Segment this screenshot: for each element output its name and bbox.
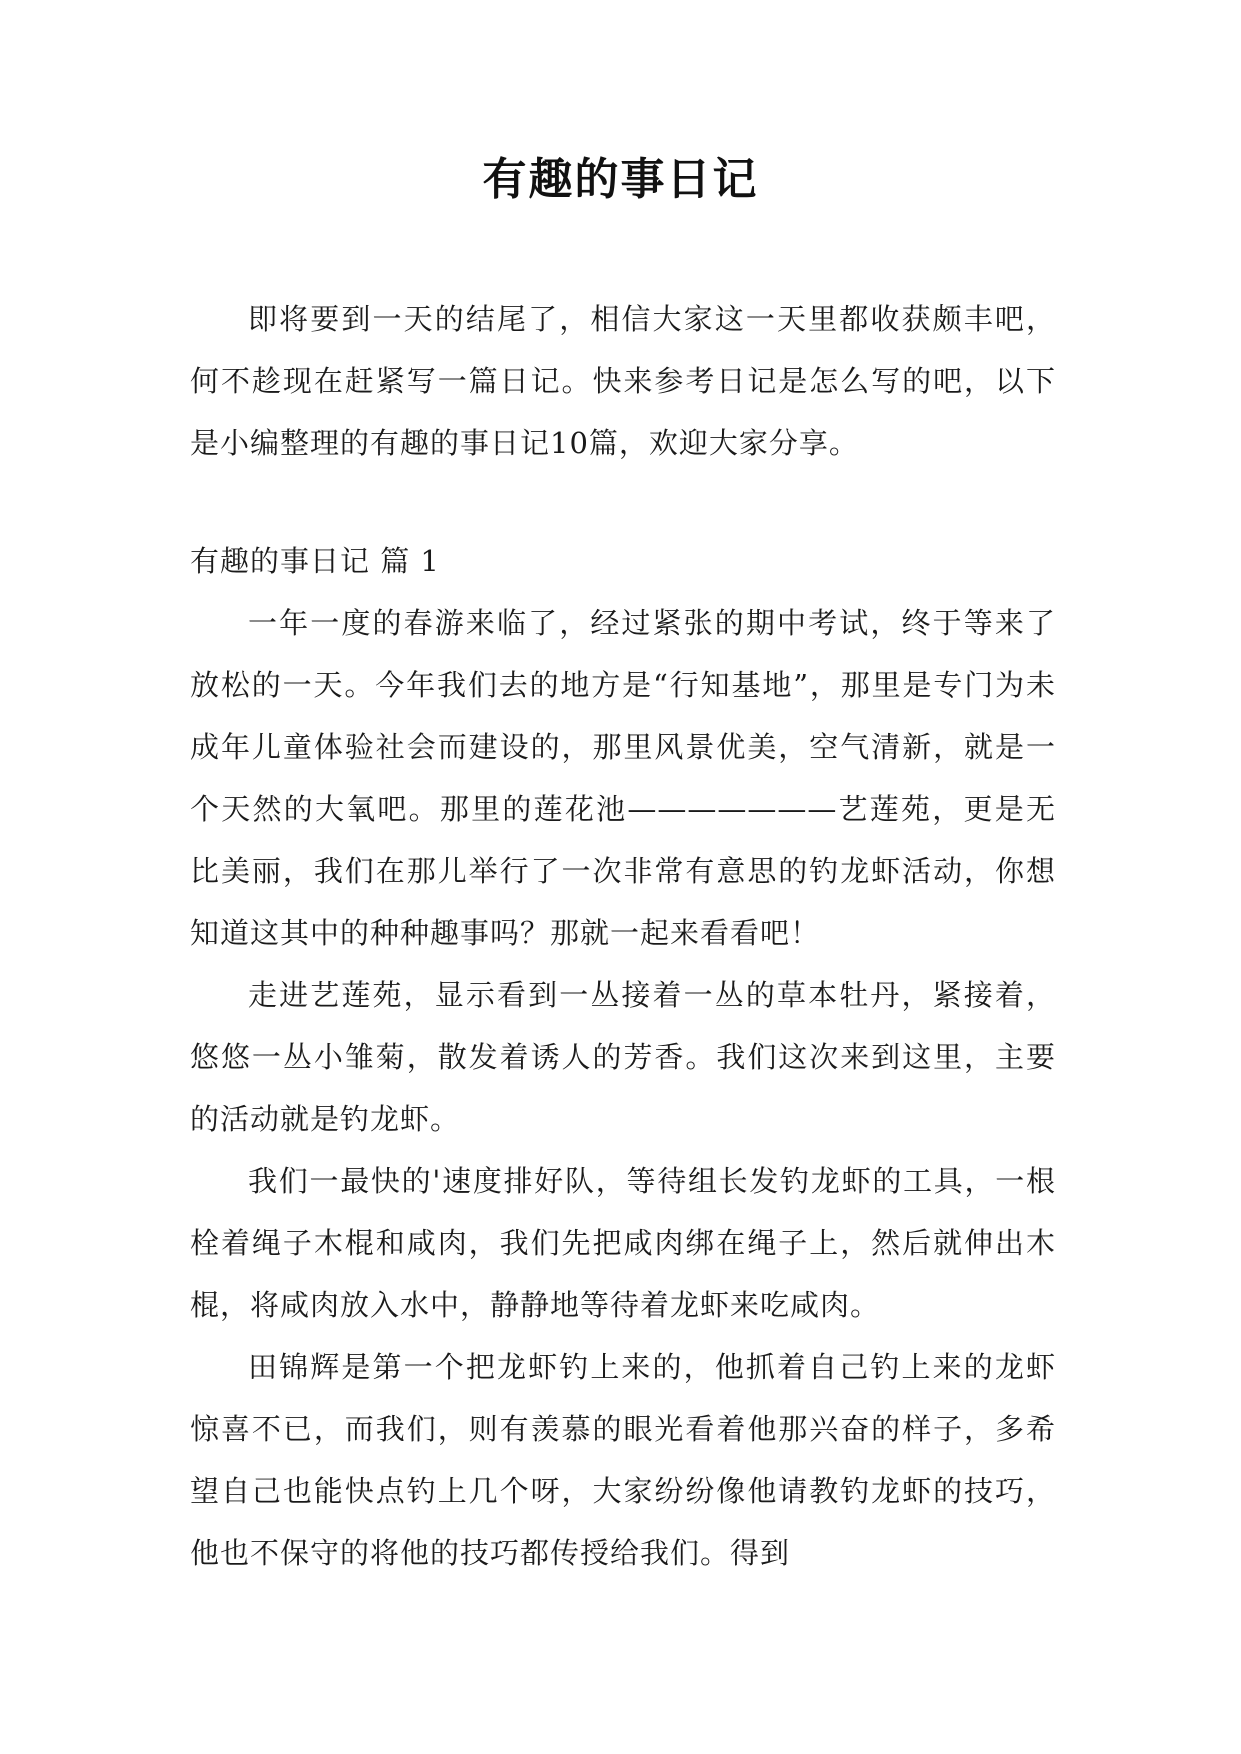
body-paragraph-4: 田锦辉是第一个把龙虾钓上来的，他抓着自己钓上来的龙虾惊喜不已，而我们，则有羡慕的眼光看着他那兴奋的样子，多希望自己也能快点钓上几个呀，大家纷纷像他请教钓龙虾的技巧，他也不保守的将他的技巧都传授给我们。得到 [190, 1350, 1056, 1570]
intro-paragraph: 即将要到一天的结尾了，相信大家这一天里都收获颇丰吧，何不趁现在赶紧写一篇日记。快来参考日记是怎么写的吧，以下是小编整理的有趣的事日记10篇，欢迎大家分享。 [190, 302, 1056, 460]
body-paragraph-1: 一年一度的春游来临了，经过紧张的期中考试，终于等来了放松的一天。今年我们去的地方是“行知基地”，那里是专门为未成年儿童体验社会而建设的，那里风景优美，空气清新，就是一个天然的大氧吧。那里的莲花池———————艺莲苑，更是无比美丽，我们在那儿举行了一次非常有意思的钓龙虾活动，你想知道这其中的种种趣事吗？那就一起来看看吧！ [190, 606, 1056, 950]
document-body [190, 288, 1056, 1584]
body-paragraph-3: 我们一最快的'速度排好队，等待组长发钓龙虾的工具，一根栓着绳子木棍和咸肉，我们先把咸肉绑在绳子上，然后就伸出木棍，将咸肉放入水中，静静地等待着龙虾来吃咸肉。 [190, 1164, 1056, 1322]
section-heading: 有趣的事日记 篇 1 [190, 544, 440, 578]
body-paragraph-2: 走进艺莲苑，显示看到一丛接着一丛的草本牡丹，紧接着，悠悠一丛小雏菊，散发着诱人的芳香。我们这次来到这里，主要的活动就是钓龙虾。 [190, 978, 1056, 1136]
document-title: 有趣的事日记 [482, 154, 759, 205]
